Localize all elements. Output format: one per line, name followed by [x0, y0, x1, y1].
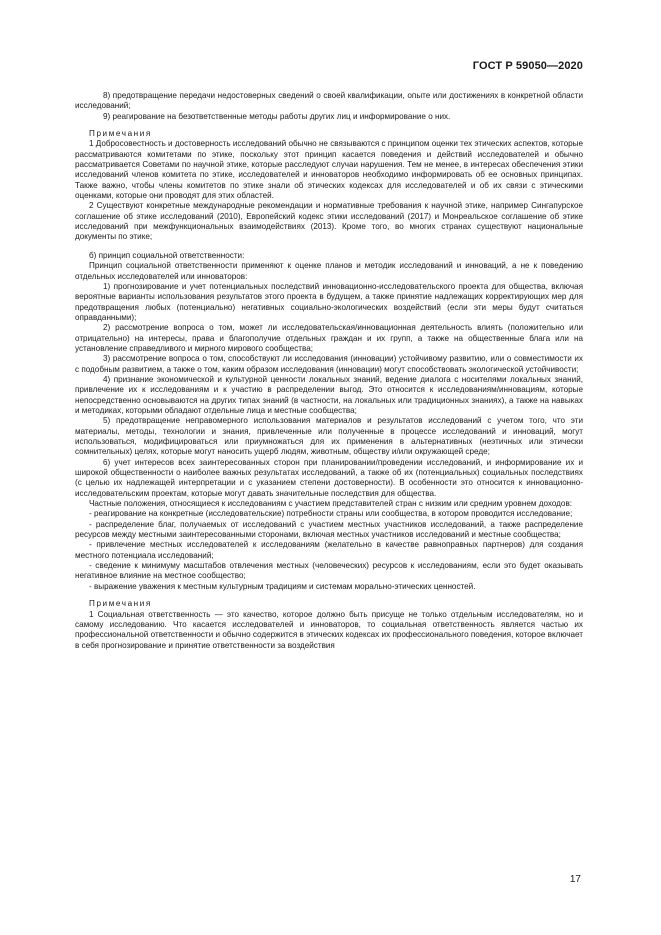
- principle-item-1: 1) прогнозирование и учет потенциальных последствий инновационно-исследовательского проекта для общества, включая вероятные варианты использования результатов этого проекта в будущем, а также принятие надлежащих корректирующих мер для предотвращения любых (потенциально) негативных социально-экологических воздействий (если эти меры будут считаться оправданными);: [75, 281, 583, 322]
- principle-item-5: 5) предотвращение неправомерного использования материалов и результатов исследований с учетом того, что эти материалы, методы, технологии и знания, привлеченные или полученные в процессе исследований и инноваций, могут использоваться, модифицироваться или приумножаться для их применения в альтернативных (неэтичных или этически сомнительных) целях, которые могут наносить ущерб людям, животным, обществу и/или окружающей среде;: [75, 416, 583, 457]
- standard-id: ГОСТ Р 59050—2020: [472, 60, 583, 72]
- list-item-9: 9) реагирование на безответственные методы работы других лиц и информирование о них.: [103, 111, 451, 121]
- principle-item-4: 4) признание экономической и культурной ценности локальных знаний, ведение диалога с носителями локальных знаний, привлечение их к исследованиям и к участию в распределении выгод. Это относится к исследованиям/инновациям, которые непосредственно основываются на других типах знаний (в частности, на локальных или традиционных знаниях), а также на навыках и методиках, которыми обладают отдельные лица и местные сообщества;: [75, 374, 583, 415]
- principle-item-2: 2) рассмотрение вопроса о том, может ли исследовательская/инновационная деятельность влиять (положительно или отрицательно) на интересы, права и благополучие отдельных граждан и их групп, а также на общественные блага или на установление справедливого и мирного мирового сообщества;: [75, 323, 583, 353]
- dash-item-3: - привлечение местных исследователей к исследованиям (желательно в качестве равноправных партнеров) для создания местного потенциала исследований;: [75, 540, 583, 560]
- principle-item-3: 3) рассмотрение вопроса о том, способствуют ли исследования (инновации) устойчивому развитию, или о совместимости их с подобным развитием, а также о том, каким образом исследования (инновации) могут способствовать экологической устойчивости;: [75, 354, 583, 374]
- page-content: [75, 91, 583, 651]
- special-provisions: Частные положения, относящиеся к исследованиям с участием представителей стран с низким или средним уровнем доходов:: [89, 499, 573, 509]
- note-2: 2 Существуют конкретные международные рекомендации и нормативные требования к научной этике, например Сингапурское соглашение об этике исследований (2010), Европейский кодекс этики исследований (2017) и Монреальское соглашение об этике исследований при межфункциональных взаимодействиях (2013). Кроме того, во многих странах существуют национальные документы по этике;: [75, 201, 583, 242]
- notes-heading-2: Примечания: [89, 599, 152, 609]
- note-1: 1 Добросовестность и достоверность исследований обычно не связываются с принципом оценки тех этических аспектов, которые рассматриваются комитетами по этике, поскольку этот принцип касается поведения и действий исследователей и обычно рассматривается Советами по научной этике, которые расследуют случаи нарушения. Тем не менее, в интересах обеспечения этики исследований членов комитета по этике, исследователей и инноваторов необходимо информировать об ее основных принципах. Также важно, чтобы члены комитетов по этике знали об этических кодексах для исследователей и об их связи с этическими оценками, которые они проводят для этих областей.: [75, 139, 584, 201]
- page-number: 17: [569, 874, 581, 885]
- dash-item-5: - выражение уважения к местным культурным традициям и системам морально-этических ценностей.: [89, 581, 476, 591]
- list-item-8: 8) предотвращение передачи недостоверных сведений о своей квалификации, опыте или достижениях в конкретной области исследований;: [75, 91, 583, 111]
- note-social-1: 1 Социальная ответственность — это качество, которое должно быть присуще не только отдельным исследователям, но и самому исследованию. Что касается исследователей и инноваторов, то социальная ответственность является частью их профессиональной ответственности и обычно содержится в этических кодексах их профессионального поведения, которое включает в себя прогнозирование и принятие ответственности за воздействия: [75, 609, 583, 650]
- principle-intro: Принцип социальной ответственности применяют к оценке планов и методик исследований и инноваций, а не к поведению отдельных исследователей или инноваторов:: [75, 261, 583, 281]
- notes-heading: Примечания: [89, 129, 152, 139]
- principle-item-6: 6) учет интересов всех заинтересованных сторон при планировании/проведении исследований, и информирование их и широкой общественности о наиболее важных результатах исследований, а также об их (потенциальных) социальных последствиях (с целью их надлежащей интерпретации и с указанием степени достоверности). В особенности это относится к инновационно-исследовательским проектам, которые могут давать значительные последствия для общества.: [75, 457, 583, 498]
- dash-item-4: - сведение к минимуму масштабов отвлечения местных (человеческих) ресурсов к исследованиям, если это будет оказывать негативное влияние на местное сообщество;: [75, 561, 583, 581]
- dash-item-2: - распределение благ, получаемых от исследований с участием местных участников исследований, а также распределение ресурсов между местными заинтересованными сторонами, включая местных участников исследований и местные сообщества;: [75, 519, 583, 540]
- dash-item-1: - реагирование на конкретные (исследовательские) потребности страны или сообщества, в котором проводится исследование;: [89, 509, 573, 519]
- principle-heading: б) принцип социальной ответственности:: [89, 250, 245, 260]
